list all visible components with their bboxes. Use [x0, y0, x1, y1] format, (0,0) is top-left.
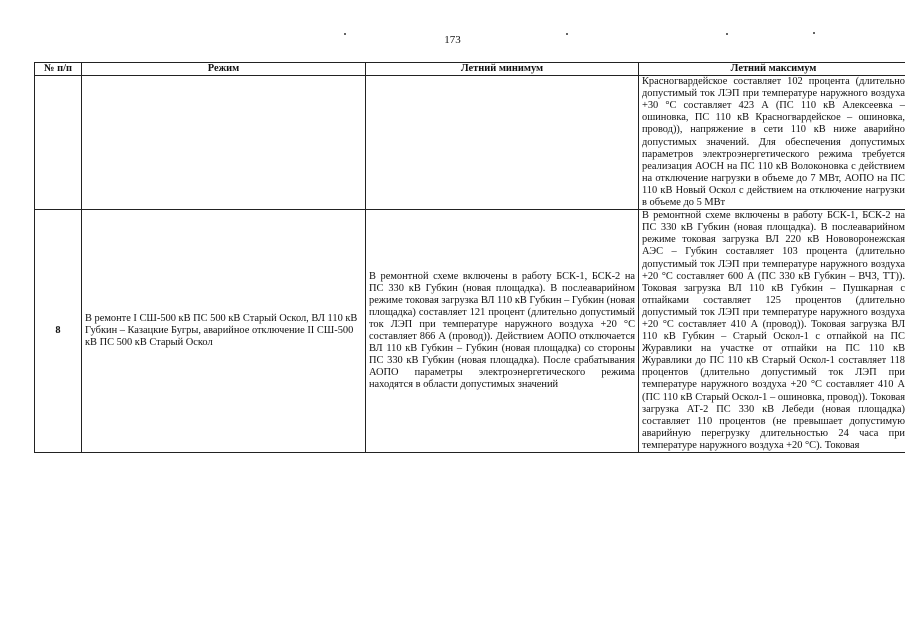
- scan-speck: [344, 33, 346, 35]
- column-header-mode: Режим: [82, 63, 366, 76]
- row-number: 8: [35, 210, 82, 453]
- scan-speck: [566, 33, 568, 35]
- row-summer-max: Красногвардейское составляет 102 процента (длительно допустимый ток ЛЭП при температуре наружного воздуха +30 °С составляет 423 А (ПС 110 кВ Алексеевка – ошиновка, ПС 110 кВ Красногвардейское – ошиновка, провод)), напряжение в сети 110 кВ ниже аварийно допустимых значений. Для обеспечения допустимых параметров электроэнергетического режима требуется реализация АОСН на ПС 110 кВ Волоконовка с действием на отключение нагрузки в объеме до 7 МВт, АОПО на ПС 110 кВ Новый Оскол с действием на отключение нагрузки в объеме до 5 МВт: [639, 76, 905, 210]
- row-number: [35, 76, 82, 210]
- scan-speck: [813, 32, 815, 34]
- data-table: [34, 62, 905, 453]
- row-mode: В ремонте I СШ-500 кВ ПС 500 кВ Старый Оскол, ВЛ 110 кВ Губкин – Казацкие Бугры, аварийное отключение II СШ-500 кВ ПС 500 кВ Старый Оскол: [82, 210, 366, 453]
- table-row: [35, 76, 905, 210]
- row-mode: [82, 76, 366, 210]
- row-summer-max: В ремонтной схеме включены в работу БСК-1, БСК-2 на ПС 330 кВ Губкин (новая площадка). В послеаварийном режиме токовая загрузка ВЛ 220 кВ Нововоронежская АЭС – Губкин составляет 103 процента (длительно допустимый ток ЛЭП при температуре наружного воздуха +20 °С составляет 600 А (ПС 330 кВ Губкин – ВЧЗ, ТТ)). Токовая загрузка ВЛ 110 кВ Губкин – Пушкарная с отпайками составляет 125 процентов (длительно допустимый ток ЛЭП при температуре наружного воздуха +20 °С составляет 410 А (провод)). Токовая загрузка ВЛ 110 кВ Губкин – Старый Оскол-1 с отпайкой на ПС Журавлики на участке от отпайки на ПС 110 кВ Журавлики до ПС 110 кВ Старый Оскол-1 составляет 118 процентов (длительно допустимый ток ЛЭП при температуре наружного воздуха +20 °С составляет 410 А (ПС 110 кВ Старый Оскол-1 – ошиновка, провод)). Токовая загрузка АТ-2 ПС 330 кВ Лебеди (новая площадка) составляет 110 процентов (не превышает допустимую аварийную перегрузку длительностью 24 часа при температуре наружного воздуха +20 °С). Токовая: [639, 210, 905, 453]
- scan-speck: [726, 33, 728, 35]
- table-row: [35, 210, 905, 453]
- column-header-summer-min: Летний минимум: [366, 63, 639, 76]
- column-header-number: № п/п: [35, 63, 82, 76]
- table-header-row: [35, 63, 905, 76]
- row-summer-min: [366, 76, 639, 210]
- page-number: 173: [444, 34, 461, 46]
- column-header-summer-max: Летний максимум: [639, 63, 905, 76]
- row-summer-min: В ремонтной схеме включены в работу БСК-1, БСК-2 на ПС 330 кВ Губкин (новая площадка). В послеаварийном режиме токовая загрузка ВЛ 110 кВ Губкин – Губкин (новая площадка) составляет 121 процент (длительно допустимый ток ЛЭП при температуре наружного воздуха +20 °С составляет 866 А (провод)). Действием АОПО отключается ВЛ 110 кВ Губкин – Губкин (новая площадка) со стороны ПС 330 кВ Губкин (новая площадка). После срабатывания АОПО параметры электроэнергетического режима находятся в области допустимых значений: [366, 210, 639, 453]
